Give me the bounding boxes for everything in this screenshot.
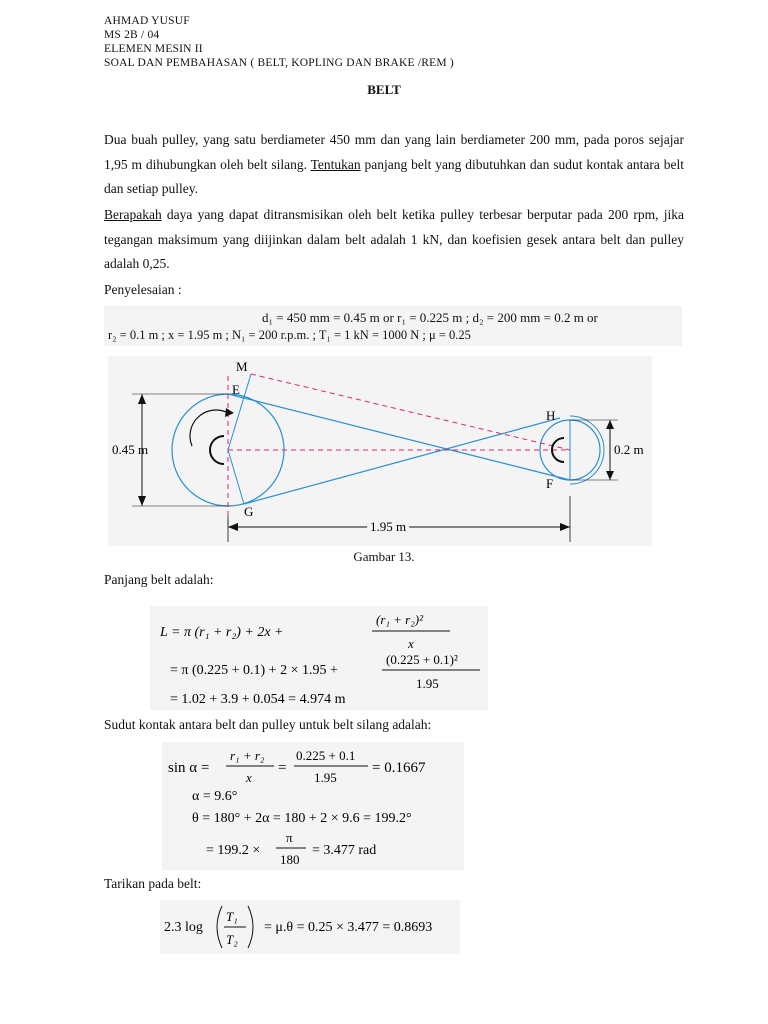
arrowhead: [560, 523, 570, 531]
given-line-2: r₂ = 0.1 m ; x = 1.95 m ; N₁ = 200 r.p.m. ; T₁ = 1 kN = 1000 N ; μ = 0.25: [108, 328, 471, 342]
fraction-1-numerator: r₁ + r₂: [230, 748, 265, 763]
belt-segment: [244, 418, 560, 504]
contact-angle-label: Sudut kontak antara belt dan pulley untuk belt silang adalah:: [104, 717, 432, 732]
eq-line-1-denominator: x: [408, 636, 414, 651]
arrowhead: [138, 394, 146, 404]
alpha-value: α = 9.6°: [192, 789, 238, 804]
arrowhead: [606, 471, 614, 480]
rotation-arrow: [190, 410, 226, 446]
small-pulley-arc: [570, 416, 604, 484]
label-F: F: [546, 476, 554, 491]
underlined-word: Tentukan: [310, 156, 361, 172]
dimension-label-left: 0.45 m: [112, 442, 149, 457]
tension-equation-box: [160, 900, 460, 954]
fraction-1-denominator: x: [246, 770, 252, 785]
tension-numerator: T₁: [226, 909, 238, 924]
rad-numerator: π: [286, 830, 293, 845]
arrowhead: [228, 523, 238, 531]
belt-segment: [228, 394, 570, 480]
rad-denominator: 180: [280, 852, 300, 867]
solution-label: Penyelesaian :: [104, 282, 182, 297]
page-title: BELT: [367, 82, 401, 97]
angle-equation: [162, 742, 464, 870]
arrowhead: [606, 420, 614, 429]
crossed-belt-diagram: [108, 356, 652, 546]
eq-line-3: = 1.02 + 3.9 + 0.054 = 4.974 m: [170, 692, 346, 707]
problem-text: daya yang dapat ditransmisikan oleh belt ketika pulley terbesar berputar pada 200 rpm, jika tegangan maksimum yang diijinkan dalam belt adalah 1 kN, dan koefisien gesek antara belt dan pulley adalah 0,25.: [104, 207, 684, 271]
rad-result: = 3.477 rad: [312, 843, 377, 858]
problem-text: panjang belt yang dibutuhkan dan sudut kontak antara belt dan setiap pulley.: [104, 156, 685, 196]
theta-value: θ = 180° + 2α = 180 + 2 × 9.6 = 199.2°: [192, 811, 412, 826]
length-equation-box: [150, 606, 488, 710]
label-E: E: [232, 382, 240, 397]
belt-figure: [108, 356, 652, 546]
arrowhead: [225, 408, 234, 417]
angle-equation-box: [162, 742, 464, 870]
eq-line-2-denominator: 1.95: [416, 676, 439, 691]
problem-text: Dua buah pulley, yang satu berdiameter 450 mm dan yang lain berdiameter 200 mm, pada poros sejajar 1,95 m dihubungkan oleh belt silang.: [104, 132, 684, 172]
dimension-label-center: 1.95 m: [370, 519, 407, 534]
tension-result: = μ.θ = 0.25 × 3.477 = 0.8693: [264, 920, 433, 935]
document-subject: SOAL DAN PEMBAHASAN ( BELT, KOPLING DAN BRAKE /REM ): [104, 57, 454, 69]
left-paren: [217, 906, 222, 948]
eq-line-1-numerator: (r₁ + r₂)²: [376, 612, 423, 627]
course-name: ELEMEN MESIN II: [104, 43, 203, 55]
figure-caption: Gambar 13.: [353, 549, 415, 564]
eq-line-2-left: = π (0.225 + 0.1) + 2 × 1.95 +: [170, 663, 338, 678]
author-header: [104, 14, 454, 70]
fraction-2-denominator: 1.95: [314, 770, 337, 785]
problem-paragraph-1: [104, 128, 684, 202]
eq-line-1-left: L = π (r₁ + r₂) + 2x +: [160, 625, 284, 640]
equals-sign: =: [278, 760, 287, 776]
sin-result: = 0.1667: [372, 760, 426, 776]
tension-denominator: T₂: [226, 932, 238, 947]
tension-label: Tarikan pada belt:: [104, 876, 202, 891]
dimension-label-right: 0.2 m: [614, 442, 644, 457]
sin-alpha-left: sin α =: [168, 760, 210, 776]
arrowhead: [138, 496, 146, 506]
eq-line-2-numerator: (0.225 + 0.1)²: [386, 652, 458, 667]
author-name: AHMAD YUSUF: [104, 15, 190, 27]
right-paren: [248, 906, 253, 948]
problem-paragraph-2: [104, 203, 684, 277]
rotation-arrow-small: [210, 436, 224, 464]
label-M: M: [236, 359, 248, 374]
underlined-word: Berapakah: [104, 207, 162, 222]
label-G: G: [244, 504, 254, 519]
belt-length-label: Panjang belt adalah:: [104, 572, 214, 587]
tension-equation: [160, 900, 460, 954]
given-line-1: d₁ = 450 mm = 0.45 m or r₁ = 0.225 m ; d₂ = 200 mm = 0.2 m or: [262, 310, 598, 325]
radius-line: [228, 450, 244, 504]
fraction-2-numerator: 0.225 + 0.1: [296, 748, 356, 763]
author-class: MS 2B / 04: [104, 29, 160, 41]
log-left: 2.3 log: [164, 920, 203, 935]
length-equation: [150, 606, 488, 710]
label-H: H: [546, 408, 556, 423]
rad-left: = 199.2 ×: [206, 843, 261, 858]
